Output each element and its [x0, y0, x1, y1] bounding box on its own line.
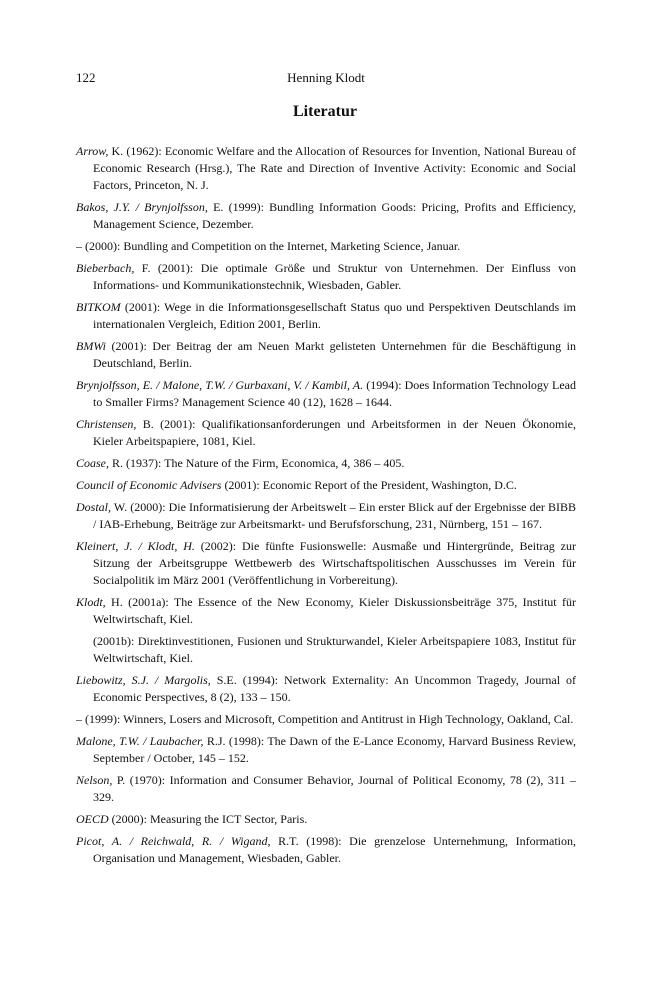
reference-entry [76, 538, 576, 589]
reference-entry [76, 672, 576, 706]
reference-author: Picot, A. / Reichwald, R. / Wigand, [76, 834, 271, 848]
reference-author: Dostal, [76, 500, 112, 514]
reference-text: – (2000): Bundling and Competition on the Internet, Marketing Science, Januar. [76, 239, 461, 253]
reference-entry [76, 711, 576, 728]
bibliography-list [76, 143, 576, 872]
reference-author: Malone, T.W. / Laubacher, [76, 734, 204, 748]
reference-author: BMWi [76, 339, 106, 353]
reference-text: (1994): Does Information Technology Lead to Smaller Firms? Management Science 40 (12), 1628 – 1644. [93, 378, 576, 409]
reference-entry [76, 633, 576, 667]
reference-entry [76, 833, 576, 867]
reference-author: Coase, [76, 456, 109, 470]
reference-author: BITKOM [76, 300, 121, 314]
reference-text: – (1999): Winners, Losers and Microsoft, Competition and Antitrust in High Technology, Oakland, Cal. [76, 712, 574, 726]
reference-entry [76, 455, 576, 472]
reference-author: Liebowitz, S.J. / Margolis, [76, 673, 211, 687]
reference-text: R. (1937): The Nature of the Firm, Economica, 4, 386 – 405. [109, 456, 405, 470]
reference-text: (2001b): Direktinvestitionen, Fusionen und Strukturwandel, Kieler Arbeitspapiere 1083, Institut für Weltwirtschaft, Kiel. [93, 634, 576, 665]
section-title: Literatur [293, 103, 357, 120]
reference-entry [76, 499, 576, 533]
reference-entry [76, 772, 576, 806]
reference-entry [76, 811, 576, 828]
reference-text: (2001): Wege in die Informationsgesellschaft Status quo und Perspektiven Deutschlands im internationalen Vergleich, Edition 2001, Berlin. [93, 300, 576, 331]
reference-author: Bieberbach, [76, 261, 135, 275]
reference-text: E. (1999): Bundling Information Goods: Pricing, Profits and Efficiency, Management Science, Dezember. [93, 200, 577, 231]
reference-text: (2000): Measuring the ICT Sector, Paris. [108, 812, 308, 826]
running-head-author: Henning Klodt [287, 70, 365, 85]
reference-text: R.T. (1998): Die grenzelose Unternehmung, Information, Organisation und Management, Wiesbaden, Gabler. [93, 834, 576, 865]
running-head [76, 70, 576, 88]
reference-entry [76, 260, 576, 294]
reference-entry [76, 594, 576, 628]
reference-author: Bakos, J.Y. / Brynjolfsson, [76, 200, 208, 214]
reference-text: W. (2000): Die Informatisierung der Arbeitswelt – Ein erster Blick auf der Ergebnisse der BIBB / IAB-Erhebung, Beiträge zur Arbeitsmarkt- und Berufsforschung, 231, Nürnberg, 151 – 167. [93, 500, 576, 531]
reference-text: R.J. (1998): The Dawn of the E-Lance Economy, Harvard Business Review, September / October, 145 – 152. [93, 734, 576, 765]
reference-author: Klodt, [76, 595, 106, 609]
reference-text: (2001): Economic Report of the President, Washington, D.C. [221, 478, 517, 492]
page-number: 122 [76, 70, 96, 85]
reference-author: OECD [76, 812, 109, 826]
reference-entry [76, 377, 576, 411]
reference-entry [76, 733, 576, 767]
reference-author: Arrow, [76, 144, 109, 158]
reference-entry [76, 299, 576, 333]
reference-entry [76, 338, 576, 372]
reference-text: (2002): Die fünfte Fusionswelle: Ausmaße und Hintergründe, Beitrag zur Sitzung der Arbeitsgruppe Wettbewerb des Wirtschaftspolitischen Ausschusses im Verein für Socialpolitik im März 2001 (Veröffentlichung in Vorbereitung). [93, 539, 576, 587]
reference-entry [76, 199, 576, 233]
reference-text: K. (1962): Economic Welfare and the Allocation of Resources for Invention, National Bureau of Economic Research (Hrsg.), The Rate and Direction of Inventive Activity: Economic and Social Factors, Princeton, N. J. [93, 144, 576, 192]
reference-text: F. (2001): Die optimale Größe und Struktur von Unternehmen. Der Einfluss von Informations- und Kommunikationstechnik, Wiesbaden, Gabler. [93, 261, 576, 292]
reference-author: Brynjolfsson, E. / Malone, T.W. / Gurbaxani, V. / Kambil, A. [76, 378, 364, 392]
reference-entry [76, 238, 576, 255]
reference-author: Kleinert, J. / Klodt, H. [76, 539, 195, 553]
reference-entry [76, 477, 576, 494]
reference-text: S.E. (1994): Network Externality: An Uncommon Tragedy, Journal of Economic Perspectives, 8 (2), 133 – 150. [93, 673, 576, 704]
reference-entry [76, 416, 576, 450]
reference-author: Christensen, [76, 417, 137, 431]
reference-text: (2001): Der Beitrag der am Neuen Markt gelisteten Unternehmen für die Beschäftigung in Deutschland, Berlin. [93, 339, 576, 370]
reference-author: Council of Economic Advisers [76, 478, 222, 492]
reference-text: H. (2001a): The Essence of the New Economy, Kieler Diskussionsbeiträge 375, Institut für Weltwirtschaft, Kiel. [93, 595, 576, 626]
reference-entry [76, 143, 576, 194]
reference-text: B. (2001): Qualifikationsanforderungen und Arbeitsformen in der Neuen Ökonomie, Kieler Arbeitspapiere, 1081, Kiel. [93, 417, 576, 448]
reference-text: P. (1970): Information and Consumer Behavior, Journal of Political Economy, 78 (2), 311 – 329. [93, 773, 576, 804]
reference-author: Nelson, [76, 773, 113, 787]
